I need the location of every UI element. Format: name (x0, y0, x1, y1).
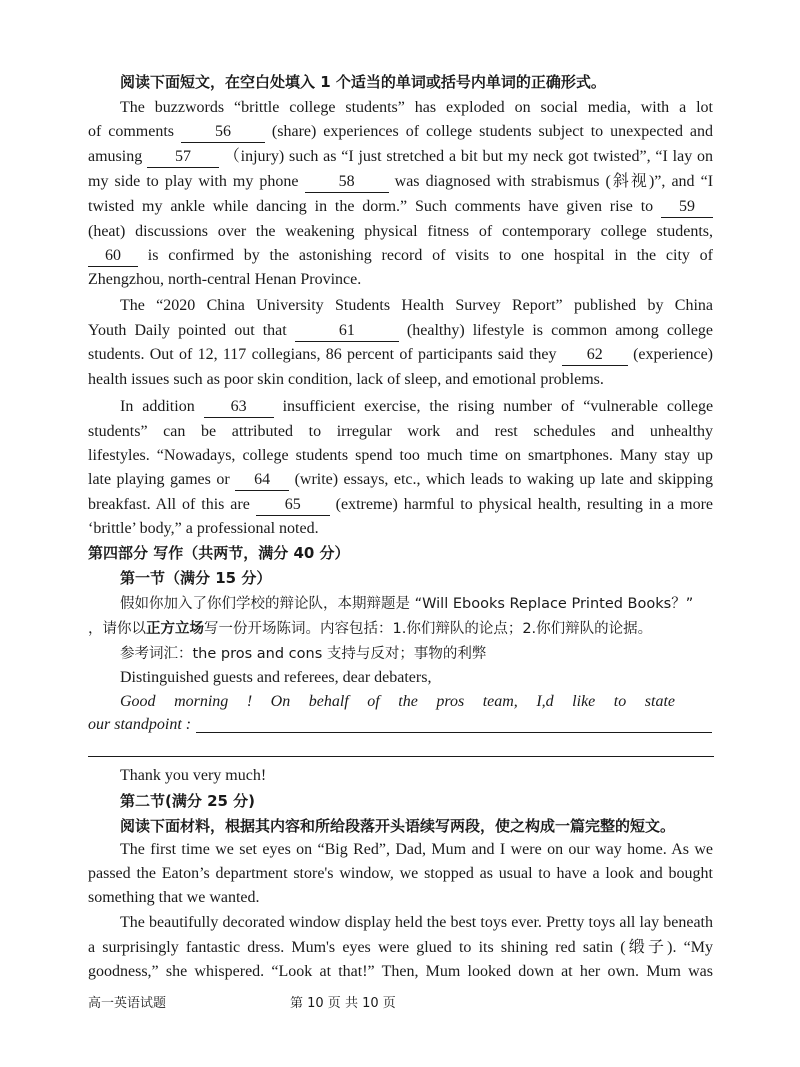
prompt-line: our standpoint : (88, 716, 192, 733)
part-heading: 第四部分 写作（共两节，满分 40 分） (88, 544, 350, 562)
blank-62[interactable]: 62 (562, 345, 628, 366)
blank-59[interactable]: 59 (661, 197, 713, 218)
story-line: passed the Eaton’s department store's window, we stopped as usual to have a look and bought (88, 865, 713, 882)
greeting: Distinguished guests and referees, dear debaters, (120, 669, 432, 686)
writing-line[interactable] (88, 756, 714, 757)
passage-text: students. Out of 12, 117 collegians, 86 percent of participants said they (88, 346, 557, 363)
story-line: a surprisingly fantastic dress. Mum's eyes were glued to its shining red satin (缎子). “My (88, 939, 713, 956)
passage-text: (extreme) harmful to physical health, resulting in a more (335, 496, 714, 513)
passage-text: Youth Daily pointed out that (88, 322, 287, 339)
blank-60[interactable]: 60 (88, 246, 138, 267)
section-instruction: 阅读下面材料，根据其内容和所给段落开头语续写两段，使之构成一篇完整的短文。 (120, 817, 676, 835)
section-instruction: 阅读下面短文，在空白处填入 1 个适当的单词或括号内单词的正确形式。 (120, 73, 606, 91)
passage-line (88, 468, 713, 492)
task-text: ，请你以 (88, 621, 146, 637)
passage-text: In addition (120, 398, 195, 415)
passage-line: The buzzwords “brittle college students” has exploded on social media, with a lot (120, 99, 713, 116)
passage-text: of comments (88, 123, 175, 140)
passage-line (88, 493, 713, 517)
passage-line: students” can be attributed to irregular work and rest schedules and unhealthy (88, 423, 713, 440)
passage-text: late playing games or (88, 471, 230, 488)
passage-line (88, 319, 713, 343)
section-heading: 第一节（满分 15 分） (120, 569, 272, 587)
section-heading: 第二节(满分 25 分) (120, 792, 256, 810)
blank-63[interactable]: 63 (204, 397, 274, 418)
story-line: goodness,” she whispered. “Look at that!” Then, Mum looked down at her own. Mum was (88, 963, 713, 980)
blank-61[interactable]: 61 (295, 321, 399, 342)
blank-57[interactable]: 57 (147, 147, 219, 168)
blank-64[interactable]: 64 (235, 470, 289, 491)
passage-text: insufficient exercise, the rising number of “vulnerable college (282, 398, 714, 415)
passage-line: lifestyles. “Nowadays, college students spend too much time on smartphones. Many stay up (88, 447, 713, 464)
task-emphasis: 正方立场 (146, 621, 204, 637)
passage-text: (write) essays, etc., which leads to waking up late and skipping (294, 471, 713, 488)
passage-line (120, 395, 713, 419)
page-number: 第 10 页 共 10 页 (290, 996, 396, 1011)
passage-line (88, 120, 713, 144)
passage-text: is confirmed by the astonishing record of visits to one hospital in the city of (147, 247, 714, 264)
passage-line: Zhengzhou, north-central Henan Province. (88, 271, 362, 288)
passage-text: twisted my ankle while dancing in the dorm.” Such comments have given rise to (88, 198, 654, 215)
blank-65[interactable]: 65 (256, 495, 330, 516)
vocab-hint: 参考词汇：the pros and cons 支持与反对；事物的利弊 (120, 646, 487, 662)
closing-line: Thank you very much! (120, 767, 267, 784)
passage-line: The “2020 China University Students Health Survey Report” published by China (120, 297, 713, 314)
passage-text: (healthy) lifestyle is common among college (406, 322, 714, 339)
passage-text: breakfast. All of this are (88, 496, 250, 513)
passage-line (88, 244, 713, 268)
passage-text: my side to play with my phone (88, 173, 299, 190)
passage-text: (share) experiences of college students subject to unexpected and (271, 123, 714, 140)
passage-line: ‘brittle’ body,” a professional noted. (88, 520, 319, 537)
story-line: something that we wanted. (88, 889, 260, 906)
footer-subject: 高一英语试题 (88, 996, 167, 1011)
task-text: 写一份开场陈词。内容包括：1.你们辩队的论点；2.你们辩队的论据。 (204, 621, 653, 637)
passage-line (88, 170, 713, 194)
passage-text: amusing (88, 148, 143, 165)
passage-line: (heat) discussions over the weakening physical fitness of contemporary college students, (88, 223, 713, 240)
story-line: The first time we set eyes on “Big Red”, Dad, Mum and I were on our way home. As we (120, 841, 713, 858)
passage-line: health issues such as poor skin condition, lack of sleep, and emotional problems. (88, 371, 604, 388)
writing-line[interactable] (196, 732, 712, 733)
passage-text: （injury) such as “I just stretched a bit but my neck got twisted”, “I lay on (223, 148, 714, 165)
story-line: The beautifully decorated window display held the best toys ever. Pretty toys all lay beneath (120, 914, 713, 931)
prompt-line: Good morning ! On behalf of the pros team, I,d like to state (120, 693, 675, 710)
task-line: 假如你加入了你们学校的辩论队，本期辩题是 “Will Ebooks Replace Printed Books？” (120, 596, 694, 612)
task-line (88, 617, 652, 641)
passage-text: (experience) (633, 346, 713, 363)
passage-line (88, 343, 713, 367)
blank-56[interactable]: 56 (181, 122, 265, 143)
passage-line (88, 145, 713, 169)
passage-text: was diagnosed with strabismus (斜视)”, and “I (394, 173, 714, 190)
passage-line (88, 195, 713, 219)
blank-58[interactable]: 58 (305, 172, 389, 193)
